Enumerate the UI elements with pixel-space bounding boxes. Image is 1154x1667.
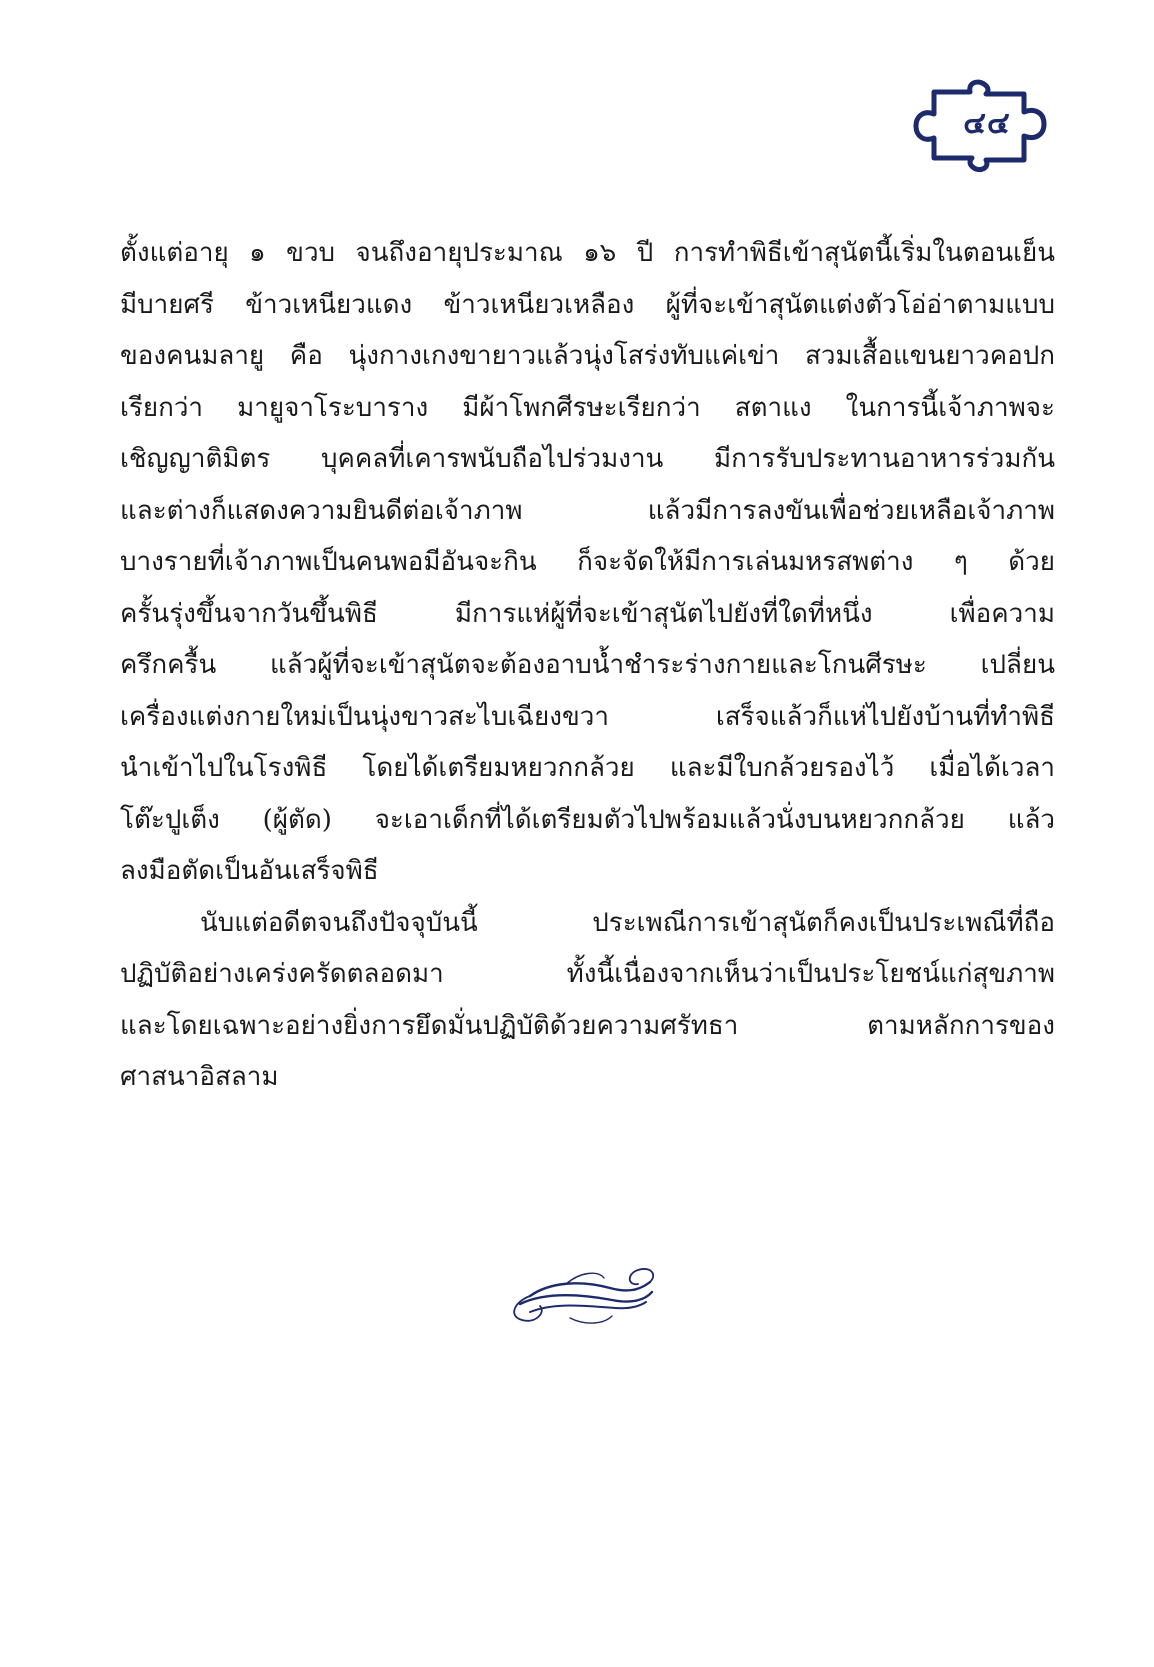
text-line: นำเข้าไปในโรงพิธี โดยได้เตรียมหยวกกล้วย และมีใบกล้วยรองไว้ เมื่อได้เวลา: [120, 753, 1055, 783]
text-line: และต่างก็แสดงความยินดีต่อเจ้าภาพ แล้วมีการลงขันเพื่อช่วยเหลือเจ้าภาพ: [120, 495, 1055, 526]
flourish-divider-icon: [500, 1262, 660, 1334]
text-line: ลงมือตัดเป็นอันเสร็จพิธี: [120, 856, 379, 886]
text-line: ตั้งแต่อายุ ๑ ขวบ จนถึงอายุประมาณ ๑๖ ปี การทำพิธีเข้าสุนัตนี้เริ่มในตอนเย็น: [120, 238, 1055, 268]
page-number: ๔๔: [963, 106, 1011, 141]
text-line: โต๊ะปูเต็ง (ผู้ตัด) จะเอาเด็กที่ได้เตรียมตัวไปพร้อมแล้วนั่งบนหยวกกล้วย แล้ว: [120, 804, 1055, 835]
text-line: เรียกว่า มายูจาโระบาราง มีผ้าโพกศีรษะเรียกว่า สตาแง ในการนี้เจ้าภาพจะ: [120, 392, 1055, 423]
text-line: ครึกครื้น แล้วผู้ที่จะเข้าสุนัตจะต้องอาบน้ำชำระร่างกายและโกนศีรษะ เปลี่ยน: [120, 650, 1055, 680]
text-line: เชิญญาติมิตร บุคคลที่เคารพนับถือไปร่วมงาน มีการรับประทานอาหารร่วมกัน: [120, 444, 1055, 474]
page-number-badge: [912, 78, 1062, 174]
flourish-divider: [500, 1262, 660, 1334]
text-line: บางรายที่เจ้าภาพเป็นคนพอมีอันจะกิน ก็จะจัดให้มีการเล่นมหรสพต่าง ๆ ด้วย: [120, 547, 1055, 577]
text-line: และโดยเฉพาะอย่างยิ่งการยึดมั่นปฏิบัติด้วยความศรัทธา ตามหลักการของ: [120, 1010, 1055, 1041]
paragraph-1: [120, 228, 1055, 898]
text-line: ปฏิบัติอย่างเคร่งครัดตลอดมา ทั้งนี้เนื่องจากเห็นว่าเป็นประโยชน์แก่สุขภาพ: [120, 959, 1055, 989]
text-line: ของคนมลายู คือ นุ่งกางเกงขายาวแล้วนุ่งโสร่งทับแค่เข่า สวมเสื้อแขนยาวคอปก: [120, 341, 1055, 371]
text-line: ครั้นรุ่งขึ้นจากวันขึ้นพิธี มีการแห่ผู้ที่จะเข้าสุนัตไปยังที่ใดที่หนึ่ง เพื่อความ: [120, 598, 1055, 629]
text-line: มีบายศรี ข้าวเหนียวแดง ข้าวเหนียวเหลือง ผู้ที่จะเข้าสุนัตแต่งตัวโอ่อ่าตามแบบ: [120, 289, 1055, 320]
text-line: ศาสนาอิสลาม: [120, 1062, 279, 1092]
body-text: [120, 228, 1055, 1104]
paragraph-2: [120, 898, 1055, 1104]
text-line: เครื่องแต่งกายใหม่เป็นนุ่งขาวสะไบเฉียงขวา เสร็จแล้วก็แห่ไปยังบ้านที่ทำพิธี: [120, 701, 1055, 732]
text-line: นับแต่อดีตจนถึงปัจจุบันนี้ ประเพณีการเข้าสุนัตก็คงเป็นประเพณีที่ถือ: [200, 907, 1055, 938]
